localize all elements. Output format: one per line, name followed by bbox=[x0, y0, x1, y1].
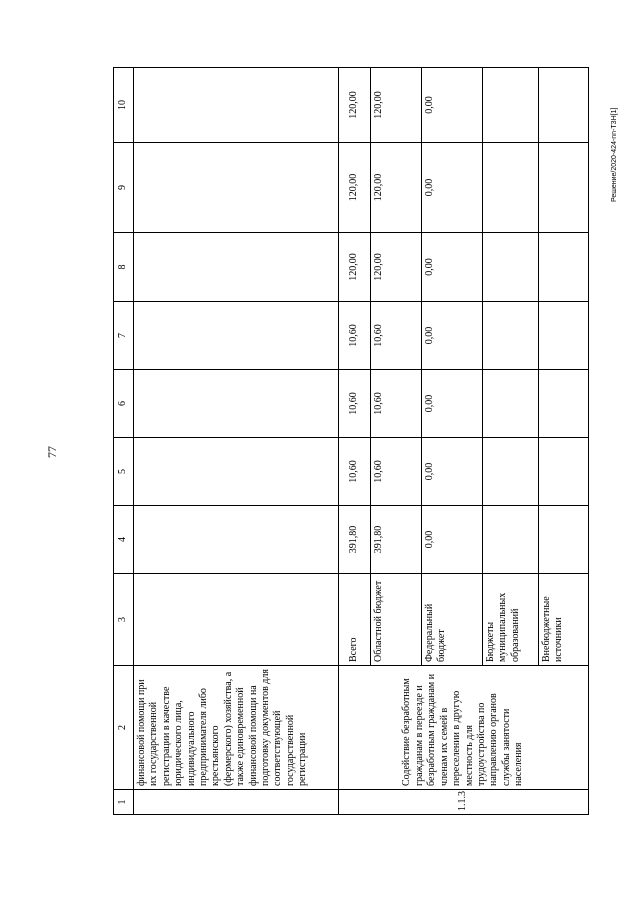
value-cell: 10,60 bbox=[339, 370, 371, 438]
header-cell: 4 bbox=[114, 506, 134, 574]
header-cell: 1 bbox=[114, 790, 134, 815]
value-cell: 120,00 bbox=[339, 233, 371, 302]
empty-cell bbox=[134, 370, 339, 438]
value-cell bbox=[483, 68, 539, 143]
empty-cell bbox=[134, 233, 339, 302]
value-cell: 120,00 bbox=[339, 143, 371, 233]
page-number: 77 bbox=[45, 446, 59, 458]
value-cell: 120,00 bbox=[339, 68, 371, 143]
value-cell bbox=[539, 438, 589, 506]
value-cell: 120,00 bbox=[371, 233, 422, 302]
value-cell bbox=[483, 506, 539, 574]
value-cell bbox=[539, 370, 589, 438]
header-cell: 10 bbox=[114, 68, 134, 143]
header-cell: 9 bbox=[114, 143, 134, 233]
value-cell bbox=[539, 506, 589, 574]
value-cell: 0,00 bbox=[422, 143, 483, 233]
table-row bbox=[339, 68, 371, 815]
value-cell: 0,00 bbox=[422, 302, 483, 370]
continuation-row bbox=[134, 68, 339, 815]
header-cell: 8 bbox=[114, 233, 134, 302]
value-cell: 391,80 bbox=[339, 506, 371, 574]
funding-source: Внебюджетные источники bbox=[539, 574, 589, 666]
budget-table bbox=[113, 67, 589, 815]
value-cell bbox=[483, 233, 539, 302]
value-cell: 391,80 bbox=[371, 506, 422, 574]
value-cell: 10,60 bbox=[339, 438, 371, 506]
value-cell: 0,00 bbox=[422, 233, 483, 302]
funding-source: Федеральный бюджет bbox=[422, 574, 483, 666]
value-cell: 0,00 bbox=[422, 506, 483, 574]
value-cell bbox=[539, 143, 589, 233]
item-number: 1.1.3 bbox=[339, 790, 589, 815]
value-cell bbox=[483, 438, 539, 506]
funding-source: Областной бюджет bbox=[371, 574, 422, 666]
value-cell bbox=[483, 370, 539, 438]
value-cell: 10,60 bbox=[371, 302, 422, 370]
value-cell bbox=[539, 302, 589, 370]
funding-source: Всего bbox=[339, 574, 371, 666]
value-cell: 0,00 bbox=[422, 68, 483, 143]
value-cell bbox=[539, 68, 589, 143]
funding-source: Бюджеты муниципальных образований bbox=[483, 574, 539, 666]
header-cell: 2 bbox=[114, 666, 134, 790]
value-cell: 10,60 bbox=[371, 370, 422, 438]
empty-cell bbox=[134, 438, 339, 506]
document-code: Решение/2020-424-nn-T3H[1] bbox=[611, 107, 618, 202]
header-cell: 6 bbox=[114, 370, 134, 438]
value-cell bbox=[483, 302, 539, 370]
value-cell bbox=[539, 233, 589, 302]
value-cell: 10,60 bbox=[339, 302, 371, 370]
value-cell: 120,00 bbox=[371, 143, 422, 233]
empty-cell bbox=[134, 302, 339, 370]
empty-cell bbox=[134, 143, 339, 233]
header-row bbox=[114, 68, 134, 815]
item-name: Содействие безработным гражданам в переезде и безработным гражданам и членам их семей в переселении в другую местность для трудоустройства по направлению органов службы занятости населения bbox=[339, 666, 589, 790]
empty-cell bbox=[134, 506, 339, 574]
value-cell: 10,60 bbox=[371, 438, 422, 506]
empty-cell bbox=[134, 68, 339, 143]
header-cell: 5 bbox=[114, 438, 134, 506]
header-cell: 3 bbox=[114, 574, 134, 666]
continuation-text: финансовой помощи при их государственной регистрации в качестве юридического лица, индивидуального предпринимателя либо крестьянского (фермерского) хозяйства, а также единовременной финансовой помощи на подготовку документов для соответствующей государственной регистрации bbox=[134, 666, 339, 790]
value-cell: 120,00 bbox=[371, 68, 422, 143]
header-cell: 7 bbox=[114, 302, 134, 370]
empty-cell bbox=[134, 574, 339, 666]
empty-cell bbox=[134, 790, 339, 815]
value-cell bbox=[483, 143, 539, 233]
value-cell: 0,00 bbox=[422, 438, 483, 506]
value-cell: 0,00 bbox=[422, 370, 483, 438]
